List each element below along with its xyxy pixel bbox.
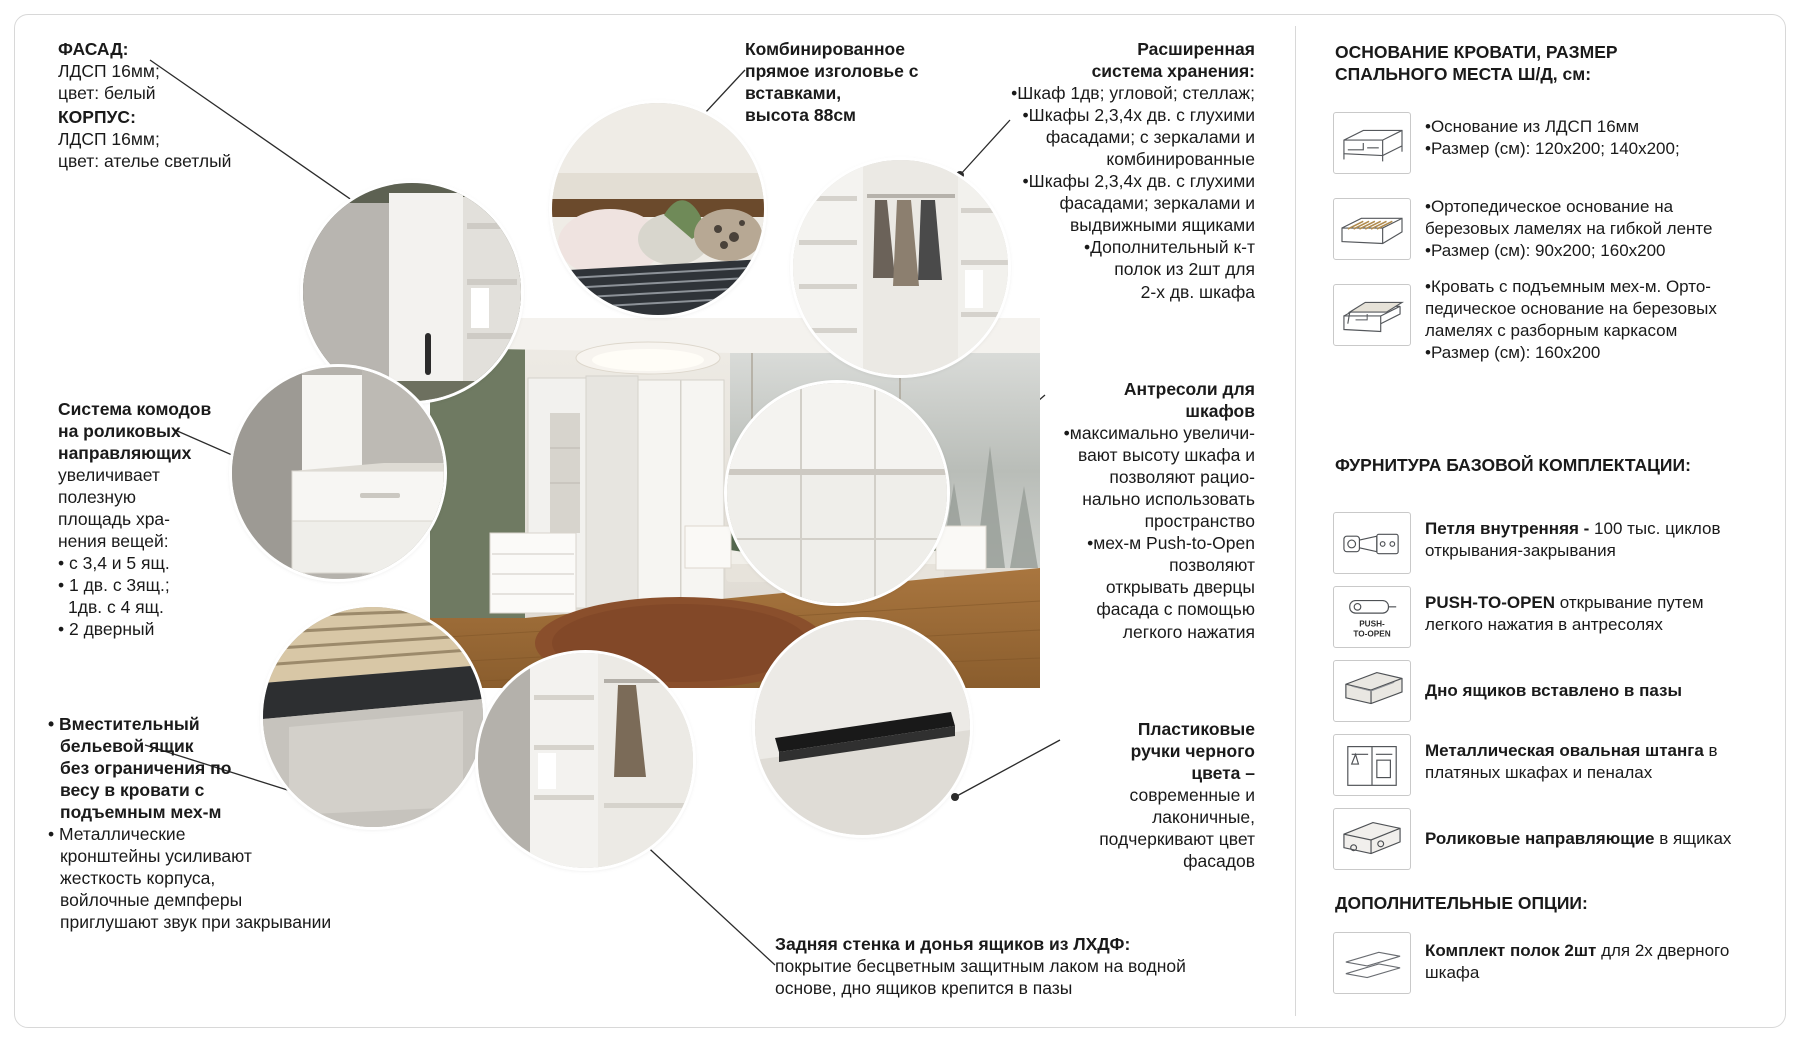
- dresser-title-2: на роликовых: [58, 421, 181, 442]
- handles-line-4: фасадов: [1183, 851, 1255, 872]
- dresser-body-2: полезную: [58, 487, 136, 508]
- facade-block: [58, 38, 308, 172]
- options-title-text: ДОПОЛНИТЕЛЬНЫЕ ОПЦИИ:: [1335, 893, 1588, 913]
- storage-item-8: •Дополнительный к-т: [1083, 237, 1255, 258]
- storage-item-4: комбинированные: [1106, 149, 1255, 170]
- hardware-row-3-bold: Дно ящиков вставлено в пазы: [1425, 681, 1683, 700]
- options-row-1-line-1: [1425, 940, 1795, 962]
- bed-base-row-1-line-2: •Размер (см): 120x200; 140x200;: [1425, 139, 1680, 159]
- hardware-row-4-bold: Металлическая овальная штанга: [1425, 741, 1709, 760]
- handles-line-1: современные и: [1129, 785, 1255, 806]
- back-panel-block: [775, 933, 1275, 999]
- hardware-row-3-line-1: [1425, 680, 1795, 702]
- linen-note-1: • Металлические: [48, 824, 186, 845]
- mezzanine-line-3: позволяют рацио-: [1109, 467, 1255, 488]
- roller-guides-icon: [1333, 808, 1411, 870]
- hardware-row-2-rest: открывание путем: [1559, 593, 1704, 612]
- bed-base-row-2-line-1: •Ортопедическое основание на: [1425, 197, 1674, 216]
- headboard-line-2: прямое изголовье с: [745, 61, 919, 82]
- bed-base-title-line-2: СПАЛЬНОГО МЕСТА Ш/Д, см:: [1335, 63, 1592, 84]
- bed-base-title-line-1: ОСНОВАНИЕ КРОВАТИ, РАЗМЕР: [1335, 42, 1618, 62]
- storage-item-7: выдвижными ящиками: [1069, 215, 1255, 236]
- dresser-item-2: • 1 дв. с 3ящ.;: [58, 575, 170, 596]
- storage-item-2: •Шкафы 2,3,4х дв. с глухими: [1022, 105, 1255, 126]
- options-row-1-text: [1425, 940, 1795, 984]
- storage-item-9: полок из 2шт для: [1114, 259, 1255, 280]
- bed-base-row-2-line-2: березовых ламелях на гибкой ленте: [1425, 219, 1713, 239]
- bed-base-row-3-line-2: педическое основание на березовых: [1425, 299, 1717, 319]
- storage-title-1: Расширенная: [1137, 39, 1255, 59]
- linen-line-1: • Вместительный: [48, 714, 200, 734]
- hardware-row-4-line-1: [1425, 740, 1795, 762]
- hardware-row-1-rest: 100 тыс. циклов: [1594, 519, 1721, 538]
- dresser-body-4: нения вещей:: [58, 531, 169, 552]
- photo-headboard: [552, 103, 764, 315]
- storage-item-1: •Шкаф 1дв; угловой; стеллаж;: [1011, 83, 1255, 104]
- hardware-row-5-rest: в ящиках: [1659, 829, 1732, 848]
- linen-line-5: подъемным мех-м: [60, 802, 222, 823]
- bed-base-row-2-text: [1425, 196, 1785, 262]
- hardware-row-5-bold: Роликовые направляющие: [1425, 829, 1660, 848]
- bed-frame-icon: [1333, 112, 1411, 174]
- storage-title-2: система хранения:: [1091, 61, 1255, 82]
- storage-item-10: 2-х дв. шкафа: [1140, 281, 1255, 302]
- body-line-2: цвет: ателье светлый: [58, 151, 232, 172]
- mezzanine-line-6: •мех-м Push-to-Open: [1087, 533, 1255, 554]
- hardware-row-5-line-1: [1425, 828, 1795, 850]
- vertical-divider: [1295, 26, 1296, 1016]
- bed-base-row-3-line-4: •Размер (см): 160x200: [1425, 343, 1601, 363]
- handles-title-3: цвета –: [1191, 763, 1255, 784]
- mezzanine-title-1: Антресоли для: [1123, 379, 1255, 399]
- bed-base-row-1-line-1: •Основание из ЛДСП 16мм: [1425, 117, 1640, 136]
- drawer-bottom-icon: [1333, 660, 1411, 722]
- handles-title-1: Пластиковые: [1137, 719, 1255, 739]
- options-row-1-line-2: шкафа: [1425, 963, 1480, 983]
- body-line-1: ЛДСП 16мм;: [58, 129, 160, 150]
- dresser-item-1: • с 3,4 и 5 ящ.: [58, 553, 170, 574]
- dresser-title-1: Система комодов: [58, 399, 212, 419]
- photo-black-handle: [755, 620, 970, 835]
- facade-line-1: ЛДСП 16мм;: [58, 61, 160, 82]
- handles-block: [950, 718, 1255, 872]
- hardware-row-1-line-2: открывания-закрывания: [1425, 541, 1616, 561]
- headboard-line-3: вставками,: [745, 83, 842, 104]
- back-panel-title: Задняя стенка и донья ящиков из ЛХДФ:: [775, 934, 1131, 954]
- bed-slats-icon: [1333, 198, 1411, 260]
- hardware-row-4-text: [1425, 740, 1795, 784]
- bed-base-row-3-line-3: ламелях с разборным каркасом: [1425, 321, 1678, 341]
- hardware-row-2-line-2: легкого нажатия в антресолях: [1425, 615, 1663, 635]
- mezzanine-line-8: открывать дверцы: [1105, 577, 1255, 598]
- options-row-1-rest: для 2х дверного: [1601, 941, 1730, 960]
- hardware-row-4-line-2: платяных шкафах и пеналах: [1425, 763, 1653, 783]
- mezzanine-title-2: шкафов: [1185, 401, 1255, 422]
- hardware-row-2-bold: PUSH-TO-OPEN: [1425, 593, 1560, 612]
- handles-line-3: подчеркивают цвет: [1099, 829, 1255, 850]
- facade-title: ФАСАД:: [58, 39, 129, 59]
- back-panel-line-2: основе, дно ящиков крепится в пазы: [775, 978, 1073, 999]
- hardware-row-1-line-1: [1425, 518, 1785, 540]
- dresser-body-1: увеличивает: [58, 465, 160, 486]
- headboard-line-1: Комбинированное: [745, 39, 905, 59]
- linen-note-4: войлочные демпферы: [60, 890, 243, 911]
- mezzanine-line-4: нально использовать: [1082, 489, 1255, 510]
- storage-block: [950, 38, 1255, 303]
- storage-item-6: фасадами; зеркалами и: [1059, 193, 1255, 214]
- facade-line-2: цвет: белый: [58, 83, 156, 104]
- hardware-row-5-text: [1425, 828, 1795, 850]
- bed-base-row-3-text: [1425, 276, 1795, 364]
- dresser-block: [58, 398, 308, 641]
- linen-note-5: приглушают звук при закрывании: [60, 912, 332, 933]
- storage-item-3: фасадами; с зеркалами и: [1045, 127, 1255, 148]
- mezzanine-line-10: легкого нажатия: [1122, 621, 1255, 642]
- linen-note-2: кронштейны усиливают: [60, 846, 252, 867]
- push-to-open-icon: [1333, 586, 1411, 648]
- hardware-title: [1335, 455, 1765, 477]
- hardware-row-3-text: [1425, 680, 1795, 702]
- linen-line-3: без ограничения по: [60, 758, 232, 779]
- push-to-open-label-2: TO-OPEN: [1353, 629, 1391, 639]
- options-row-1-bold: Комплект полок 2шт: [1425, 941, 1602, 960]
- wardrobe-rail-icon: [1333, 734, 1411, 796]
- dresser-body-3: площадь хра-: [58, 509, 170, 530]
- options-title: [1335, 893, 1765, 915]
- hardware-row-4-rest: в: [1708, 741, 1718, 760]
- headboard-line-4: высота 88см: [745, 105, 856, 126]
- bed-base-row-1-text: [1425, 116, 1785, 160]
- hardware-title-text: ФУРНИТУРА БАЗОВОЙ КОМПЛЕКТАЦИИ:: [1335, 455, 1691, 475]
- mezzanine-line-2: вают высоту шкафа и: [1077, 445, 1255, 466]
- mezzanine-line-9: фасада с помощью: [1096, 599, 1255, 620]
- push-to-open-label-1: PUSH-: [1359, 619, 1385, 629]
- linen-drawer-block: [48, 713, 388, 933]
- shelf-set-icon: [1333, 932, 1411, 994]
- bed-base-row-2-line-3: •Размер (см): 90x200; 160x200: [1425, 241, 1666, 261]
- body-title: КОРПУС:: [58, 107, 136, 128]
- storage-item-5: •Шкафы 2,3,4х дв. с глухими: [1022, 171, 1255, 192]
- photo-mezzanine: [727, 383, 947, 603]
- hardware-row-2-line-1: [1425, 592, 1795, 614]
- bed-base-row-3-line-1: •Кровать с подъемным мех-м. Орто-: [1425, 277, 1711, 296]
- photo-wardrobe-shelves: [478, 653, 693, 868]
- headboard-block: [745, 38, 975, 126]
- bed-lift-icon: [1333, 284, 1411, 346]
- mezzanine-line-1: •максимально увеличи-: [1063, 423, 1255, 444]
- hinge-icon: [1333, 512, 1411, 574]
- handles-line-2: лаконичные,: [1152, 807, 1255, 828]
- back-panel-line-1: покрытие бесцветным защитным лаком на водной: [775, 956, 1186, 977]
- hardware-row-1-bold: Петля внутренняя -: [1425, 519, 1595, 538]
- hardware-row-1-text: [1425, 518, 1785, 562]
- linen-line-4: весу в кровати с: [60, 780, 205, 801]
- hardware-row-2-text: [1425, 592, 1795, 636]
- mezzanine-line-7: позволяют: [1169, 555, 1255, 576]
- handles-title-2: ручки черного: [1130, 741, 1255, 762]
- bed-base-title: [1335, 42, 1765, 86]
- dresser-item-3: 1дв. с 4 ящ.: [68, 597, 164, 618]
- mezzanine-line-5: пространство: [1144, 511, 1255, 532]
- linen-note-3: жесткость корпуса,: [60, 868, 216, 889]
- dresser-item-4: • 2 дверный: [58, 619, 155, 640]
- linen-line-2: бельевой ящик: [60, 736, 194, 757]
- mezzanine-block: [950, 378, 1255, 643]
- dresser-title-3: направляющих: [58, 443, 192, 464]
